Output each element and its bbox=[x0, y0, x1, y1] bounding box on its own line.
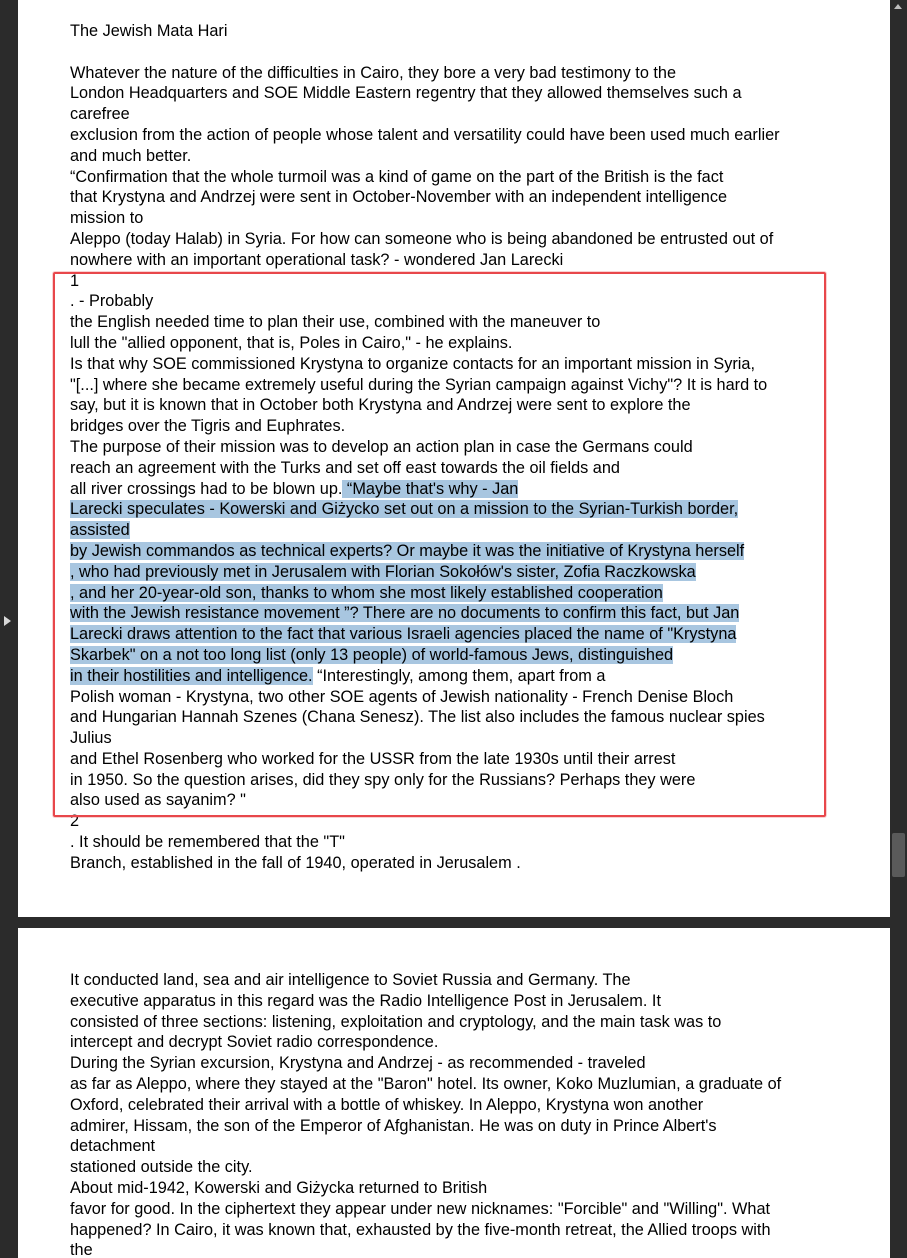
text-line: The purpose of their mission was to develop an action plan in case the Germans could bbox=[70, 437, 693, 456]
text-line: Is that why SOE commissioned Krystyna to organize contacts for an important mission in Syria, bbox=[70, 354, 755, 373]
text-line: nowhere with an important operational task? - wondered Jan Larecki bbox=[70, 250, 564, 269]
text-line: intercept and decrypt Soviet radio correspondence. bbox=[70, 1033, 439, 1052]
expand-sidebar-icon[interactable] bbox=[4, 616, 11, 626]
text-line: 1 bbox=[70, 271, 80, 290]
text-line: in their hostilities and intelligence. “Interestingly, among them, apart from a bbox=[70, 666, 606, 685]
text-line bbox=[70, 541, 860, 562]
text-line bbox=[70, 42, 860, 63]
text-line bbox=[70, 583, 860, 604]
text-line: Julius bbox=[70, 729, 112, 748]
text-line: Branch, established in the fall of 1940, operated in Jerusalem . bbox=[70, 853, 521, 872]
text-line bbox=[70, 562, 860, 583]
text-line: say, but it is known that in October both Krystyna and Andrzej were sent to explore the bbox=[70, 396, 691, 415]
text-line: 2 bbox=[70, 812, 80, 831]
sidebar-toggle[interactable] bbox=[0, 0, 18, 1247]
text-line: stationed outside the city. bbox=[70, 1158, 253, 1177]
text-line: . - Probably bbox=[70, 292, 154, 311]
text-line: admirer, Hissam, the son of the Emperor of Afghanistan. He was on duty in Prince Albert's bbox=[70, 1116, 717, 1135]
text-line: . It should be remembered that the "T" bbox=[70, 833, 345, 852]
text-line: During the Syrian excursion, Krystyna and Andrzej - as recommended - traveled bbox=[70, 1054, 646, 1073]
vertical-scrollbar[interactable] bbox=[890, 0, 907, 1247]
text-line bbox=[70, 499, 860, 520]
text-selection: , and her 20-year-old son, thanks to whom she most likely established cooperation bbox=[70, 583, 663, 602]
text-selection: Larecki draws attention to the fact that various Israeli agencies placed the name of "Krystyna bbox=[70, 625, 737, 644]
text-line bbox=[70, 603, 860, 624]
document-page-2 bbox=[18, 928, 890, 1258]
text-line: also used as sayanim? " bbox=[70, 791, 246, 810]
text-line bbox=[70, 624, 860, 645]
text-line: happened? In Cairo, it was known that, exhausted by the five-month retreat, the Allied troops with bbox=[70, 1220, 771, 1239]
text-line: About mid-1942, Kowerski and Giżycka returned to British bbox=[70, 1178, 488, 1197]
document-page-1 bbox=[18, 0, 890, 917]
text-line: detachment bbox=[70, 1137, 156, 1156]
text-line: reach an agreement with the Turks and set off east towards the oil fields and bbox=[70, 458, 620, 477]
scroll-up-arrow-icon[interactable] bbox=[894, 4, 902, 9]
text-line: the English needed time to plan their use, combined with the maneuver to bbox=[70, 313, 601, 332]
text-line: that Krystyna and Andrzej were sent in October-November with an independent intelligence bbox=[70, 188, 728, 207]
text-line bbox=[70, 645, 860, 666]
text-selection: in their hostilities and intelligence. bbox=[70, 666, 313, 685]
text-selection: “Maybe that's why - Jan bbox=[342, 479, 519, 498]
text-line: lull the "allied opponent, that is, Poles in Cairo," - he explains. bbox=[70, 333, 513, 352]
text-line: “Confirmation that the whole turmoil was a kind of game on the part of the British is the fact bbox=[70, 167, 724, 186]
text-selection: Skarbek" on a not too long list (only 13 people) of world-famous Jews, distinguished bbox=[70, 645, 674, 664]
scrollbar-thumb[interactable] bbox=[892, 833, 905, 877]
text-line: and much better. bbox=[70, 146, 192, 165]
text-line: and Hungarian Hannah Szenes (Chana Senesz). The list also includes the famous nuclear spies bbox=[70, 708, 765, 727]
text-line: exclusion from the action of people whose talent and versatility could have been used much earlier bbox=[70, 125, 780, 144]
text-line: mission to bbox=[70, 209, 144, 228]
text-selection: assisted bbox=[70, 521, 130, 540]
text-line: carefree bbox=[70, 105, 130, 124]
text-line: It conducted land, sea and air intelligence to Soviet Russia and Germany. The bbox=[70, 971, 631, 989]
text-selection: , who had previously met in Jerusalem with Florian Sokołów's sister, Zofia Raczkowska bbox=[70, 562, 696, 581]
text-line: and Ethel Rosenberg who worked for the USSR from the late 1930s until their arrest bbox=[70, 749, 676, 768]
text-line: executive apparatus in this regard was the Radio Intelligence Post in Jerusalem. It bbox=[70, 991, 661, 1010]
text-line: as far as Aleppo, where they stayed at the "Baron" hotel. Its owner, Koko Muzlumian, a graduate of bbox=[70, 1074, 782, 1093]
text-line: in 1950. So the question arises, did they spy only for the Russians? Perhaps they were bbox=[70, 770, 696, 789]
text-line: Polish woman - Krystyna, two other SOE agents of Jewish nationality - French Denise Bloch bbox=[70, 687, 734, 706]
text-line bbox=[70, 520, 860, 541]
page-1-text[interactable] bbox=[70, 21, 860, 874]
text-line: Aleppo (today Halab) in Syria. For how can someone who is being abandoned be entrusted out of bbox=[70, 229, 774, 248]
text-line: The Jewish Mata Hari bbox=[70, 22, 228, 40]
text-line: Oxford, celebrated their arrival with a bottle of whiskey. In Aleppo, Krystyna won another bbox=[70, 1095, 704, 1114]
text-line: Whatever the nature of the difficulties in Cairo, they bore a very bad testimony to the bbox=[70, 63, 677, 82]
text-line: London Headquarters and SOE Middle Eastern regentry that they allowed themselves such a bbox=[70, 84, 742, 103]
text-selection: with the Jewish resistance movement ”? There are no documents to confirm this fact, but Jan bbox=[70, 604, 740, 623]
text-line: bridges over the Tigris and Euphrates. bbox=[70, 417, 346, 436]
text-line: the bbox=[70, 1241, 93, 1258]
text-line: consisted of three sections: listening, exploitation and cryptology, and the main task was to bbox=[70, 1012, 722, 1031]
text-line: favor for good. In the ciphertext they appear under new nicknames: "Forcible" and "Willing". What bbox=[70, 1199, 771, 1218]
text-selection: by Jewish commandos as technical experts? Or maybe it was the initiative of Krystyna herself bbox=[70, 541, 745, 560]
text-line: "[...] where she became extremely useful during the Syrian campaign against Vichy"? It is hard to bbox=[70, 375, 768, 394]
text-line: all river crossings had to be blown up. “Maybe that's why - Jan bbox=[70, 479, 519, 498]
page-2-text[interactable] bbox=[70, 970, 860, 1258]
text-selection: Larecki speculates - Kowerski and Giżycko set out on a mission to the Syrian-Turkish border, bbox=[70, 500, 739, 519]
